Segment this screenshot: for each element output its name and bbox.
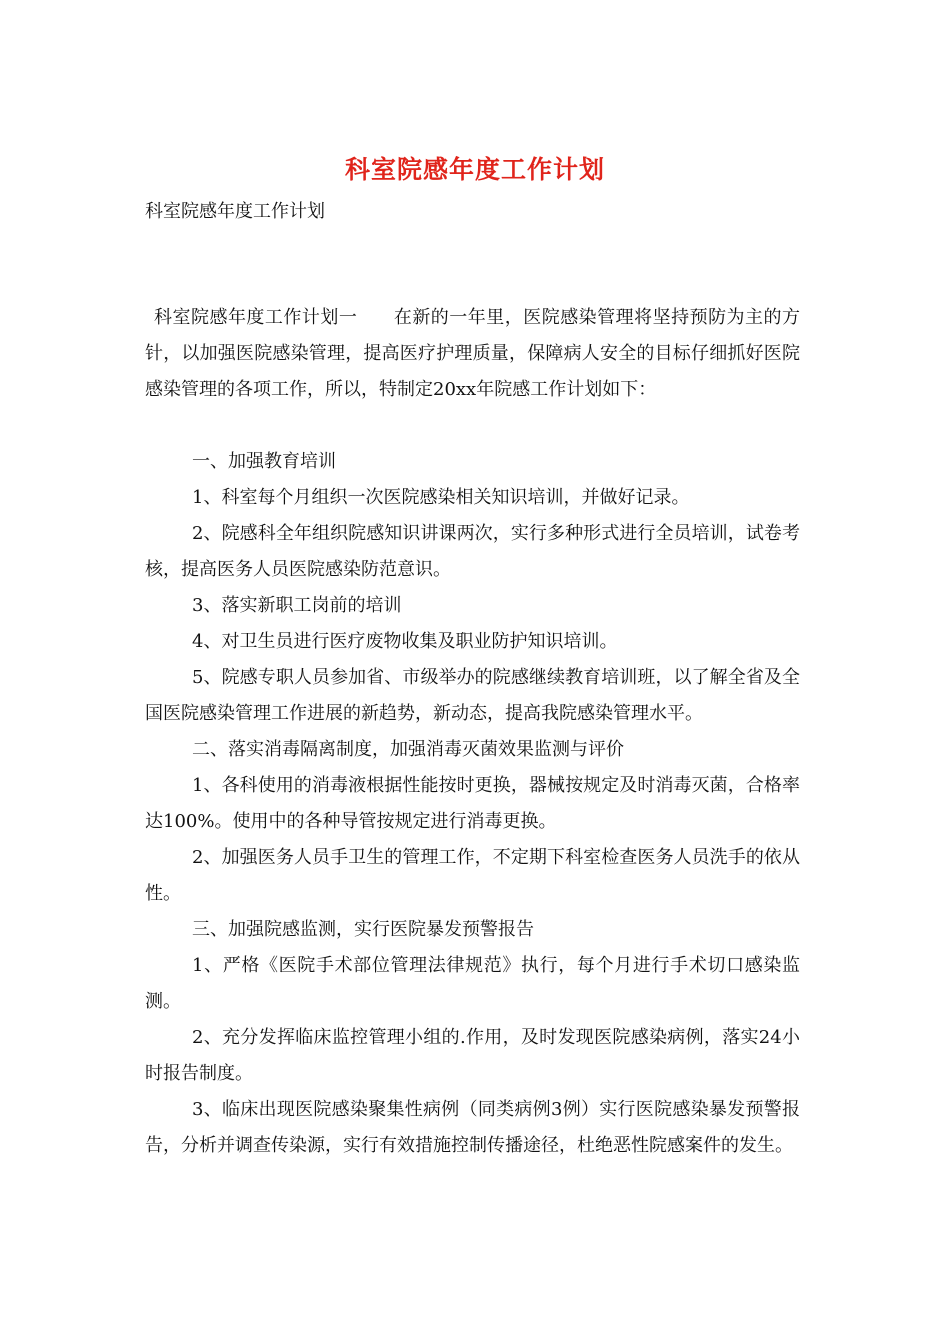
document-body — [145, 300, 800, 1164]
list-item: 2、院感科全年组织院感知识讲课两次，实行多种形式进行全员培训，试卷考核，提高医务人员医院感染防范意识。 — [145, 523, 800, 580]
intro-paragraph — [145, 300, 800, 408]
document-subtitle: 科室院感年度工作计划 — [145, 201, 325, 222]
list-item: 3、落实新职工岗前的培训 — [192, 595, 402, 616]
document-title: 科室院感年度工作计划 — [344, 155, 605, 184]
paragraph-spacer — [145, 408, 800, 444]
list-item: 5、院感专职人员参加省、市级举办的院感继续教育培训班，以了解全省及全国医院感染管理工作进展的新趋势，新动态，提高我院感染管理水平。 — [145, 667, 800, 724]
section-heading-2: 二、落实消毒隔离制度，加强消毒灭菌效果监测与评价 — [192, 739, 624, 760]
list-item: 3、临床出现医院感染聚集性病例（同类病例3例）实行医院感染暴发预警报告，分析并调查传染源，实行有效措施控制传播途径，杜绝恶性院感案件的发生。 — [145, 1099, 800, 1156]
section-heading-1: 一、加强教育培训 — [192, 451, 336, 472]
list-item: 1、科室每个月组织一次医院感染相关知识培训，并做好记录。 — [192, 487, 690, 508]
list-item: 2、加强医务人员手卫生的管理工作，不定期下科室检查医务人员洗手的依从性。 — [145, 847, 800, 904]
intro-text: 在新的一年里，医院感染管理将坚持预防为主的方针，以加强医院感染管理，提高医疗护理质量，保障病人安全的目标仔细抓好医院感染管理的各项工作，所以，特制定20xx年院感工作计划如下： — [145, 307, 801, 400]
list-item: 1、各科使用的消毒液根据性能按时更换，器械按规定及时消毒灭菌，合格率达100%。使用中的各种导管按规定进行消毒更换。 — [145, 775, 800, 832]
list-item: 4、对卫生员进行医疗废物收集及职业防护知识培训。 — [192, 631, 618, 652]
section-heading-3: 三、加强院感监测，实行医院暴发预警报告 — [192, 919, 534, 940]
list-item: 1、严格《医院手术部位管理法律规范》执行，每个月进行手术切口感染监测。 — [145, 955, 800, 1012]
list-item: 2、充分发挥临床监控管理小组的.作用，及时发现医院感染病例，落实24小时报告制度。 — [145, 1027, 800, 1084]
intro-heading: 科室院感年度工作计划一 — [154, 307, 358, 328]
